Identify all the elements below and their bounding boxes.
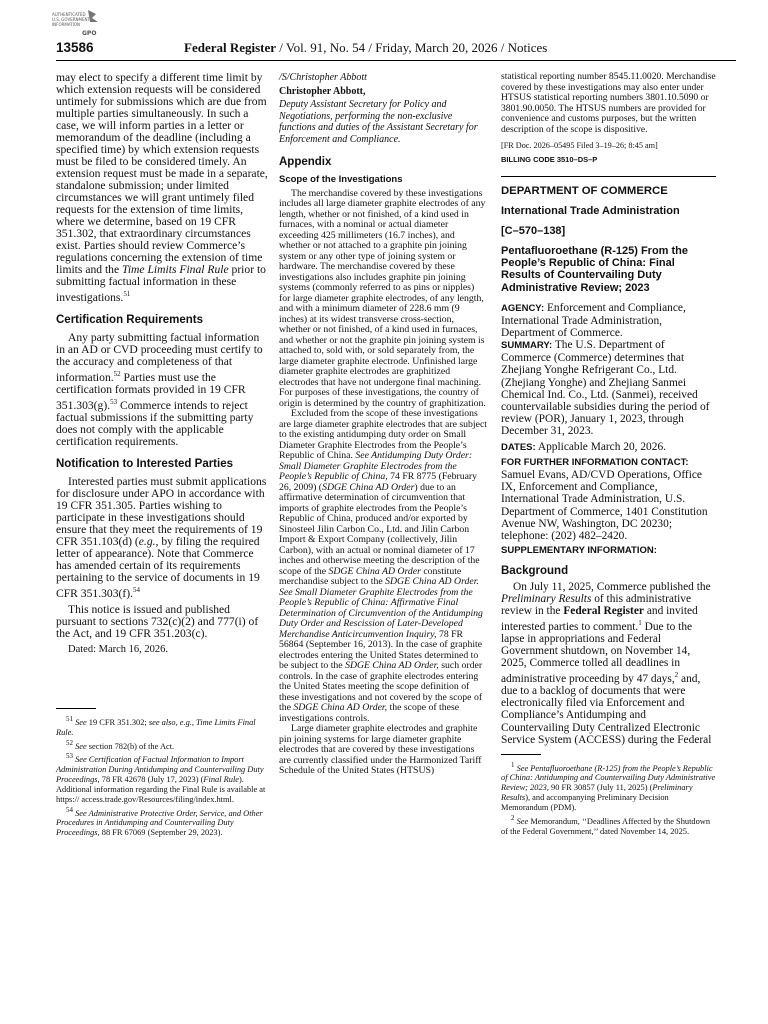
column-3 [501, 72, 716, 838]
appendix-heading: Appendix [279, 155, 332, 168]
billing-code: BILLING CODE 3510–DS–P [501, 155, 598, 165]
svg-text:INFORMATION: INFORMATION [52, 22, 81, 27]
footnote: $^{54}$ See Administrative Protective Order, Service, and Other Procedures in Antidumping and Countervailing Duty Proceedings, 88 FR 67069 (September 29, 2023). [56, 805, 263, 838]
department-heading: DEPARTMENT OF COMMERCE [501, 184, 668, 197]
footnote-rule [56, 708, 96, 709]
svg-text:AUTHENTICATED: AUTHENTICATED [52, 12, 86, 17]
footnote: $^{51}$ See 19 CFR 351.302; see also, e.g., Time Limits Final Rule. [56, 715, 256, 737]
fr-doc-line: [FR Doc. 2026–05495 Filed 3–19–26; 8:45 am] [501, 141, 658, 150]
gpo-authentication-logo [52, 8, 104, 38]
footnote: $^{53}$ See Certification of Factual Information to Import Administration During Antidumping and Countervailing Duty Proceedings, 78 FR 42678 (July 17, 2023) (Final Rule). Additional information regarding the Final Rule is available at https:// access.trade.gov/Resources/filing/index.html. [56, 752, 266, 804]
paragraph: Excluded from the scope of these investigations are large diameter graphite electrodes that are subject to the existing antidumping duty order on Small Diameter Graphite Electrodes from the People’s Republic of China. See Antidumping Duty Order: Small Diameter Graphite Electrodes from the People’s Republic of China, 74 FR 8775 (February 26, 2009) (SDGE China AD Order) due to an affirmative determination of circumvention that imports of graphite electrodes from the People’s Republic of China, produced and/or exported by Sinosteel Jilin Carbon Co., Ltd. and Jilin Carbon Import & Export Company (collectively, Jilin Carbon), with an actual or nominal diameter of 17 inches and otherwise meeting the description of the scope of the SDGE China AD Order constitute merchandise subject to the SDGE China AD Order. See Small Diameter Graphite Electrodes from the People’s Republic of China: Affirmative Final Determination of Circumvention of the Antidumping Duty Order and Rescission of Later-Developed Merchandise Anticircumvention Inquiry, 78 FR 56864 (September 16, 2013). In the case of graphite electrodes entering the United States determined to be subject to the SDGE China AD Order, such order controls. In the case of graphite electrodes entering the United States meeting the scope definition of these investigations and not covered by the scope of the SDGE China AD Order, the scope of these investigations controls. [279, 408, 487, 724]
agency-line: AGENCY: Enforcement and Compliance, International Trade Administration, Department of Commerce. [501, 302, 686, 340]
date-line: Dated: March 16, 2026. [68, 644, 169, 656]
column-2 [279, 72, 487, 777]
signer-title: Deputy Assistant Secretary for Policy and Negotiations, performing the non-exclusive functions and duties of the Assistant Secretary for Enforcement and Compliance. [279, 99, 478, 145]
section-heading-notification: Notification to Interested Parties [56, 458, 234, 471]
docket-number: [C–570–138] [501, 224, 566, 237]
contact-label: FOR FURTHER INFORMATION CONTACT: [501, 457, 689, 469]
paragraph: The merchandise covered by these investigations includes all large diameter graphite electrodes of any length, whether or not finished, of a kind used in furnaces, with a nominal or actual diameter exceeding 425 millimeters (16.7 inches), and whether or not attached to a graphite pin joining system or any other type of joining system or hardware. The merchandise covered by these investigations also includes graphite pin joining systems (commonly referred to as pins or nipples) for large diameter graphite electrodes, of any length, and with a minimum diameter of 228.6 mm (9 inches) at its widest transverse cross-section, whether or not finished, of a kind used in furnaces, and whether or not the graphite pin joining system is attached to, sold with, or sold separately from, the large diameter graphite electrode. Unfinished large diameter graphite electrodes are graphitized electrodes that have not undergone final machining. For purposes of these investigations, the country of origin is determined by the country of graphitization. [279, 187, 486, 409]
page-number: 13586 [56, 40, 94, 55]
footnote-rule [501, 754, 541, 755]
scope-heading: Scope of the Investigations [279, 173, 403, 185]
summary: SUMMARY: The U.S. Department of Commerce (Commerce) determines that Zhejiang Yonghe Refrigerant Co., Ltd. (Zhejiang Yonghe) and Zhejiang Sanmei Chemical Ind. Co., Ltd. (Sanmei), received countervailable subsidies during the period of review (POR), January 1, 2023, through December 31, 2023. [501, 339, 710, 437]
paragraph: Large diameter graphite electrodes and graphite pin joining systems for large diameter graphite electrodes that are covered by these investigations are currently classified under the Harmonized Tariff Schedule of the United States (HTSUS) [279, 723, 482, 777]
contact-info: Samuel Evans, AD/CVD Operations, Office IX, Enforcement and Compliance, International Trade Administration, U.S. Department of Commerce, 1401 Constitution Avenue NW, Washington, DC 20230; telephone: (202) 482–2420. [501, 469, 708, 542]
signature-slash: /S/Christopher Abbott [279, 72, 367, 83]
journal-name: Federal Register [184, 40, 277, 55]
paragraph: This notice is issued and published pursuant to sections 732(c)(2) and 777(i) of the Act, and 19 CFR 351.203(c). [56, 603, 259, 641]
paragraph: statistical reporting number 8545.11.0020. Merchandise covered by these investigations may also enter under HTSUS statistical reporting numbers 3801.10.5090 or 3801.90.0050. The HTSUS numbers are provided for convenience and customs purposes, but the written description of the scope is dispositive. [501, 71, 716, 135]
svg-text:GPO: GPO [82, 30, 97, 37]
footnote: $^1$ See Pentafluoroethane (R-125) from the People’s Republic of China: Antidumping and Countervailing Duty Administrative Review; 2023, 90 FR 30857 (July 11, 2025) (Preliminary Results), and accompanying Preliminary Decision Memorandum (PDM). [501, 760, 716, 813]
section-divider [501, 176, 716, 177]
signer-name: Christopher Abbott, [279, 85, 366, 97]
running-head [184, 40, 547, 56]
issue-details: / Vol. 91, No. 54 / Friday, March 20, 2026 / Notices [276, 40, 548, 55]
running-header [56, 40, 736, 61]
svg-text:U.S. GOVERNMENT: U.S. GOVERNMENT [52, 17, 90, 22]
notice-title: Pentafluoroethane (R-125) From the People’s Republic of China: Final Results of Countervailing Duty Administrative Review; 2023 [501, 244, 689, 294]
background-heading: Background [501, 564, 569, 577]
paragraph: may elect to specify a different time limit by which extension requests will be considered untimely for submissions which are due from multiple parties simultaneously. In such a case, we will inform parties in a letter or memorandum of the deadline (including a specified time) by which extension requests must be filed to be considered timely. An extension request must be made in a separate, standalone submission; under limited circumstances we will grant untimely filed requests for the extension of time limits, where we determine, based on 19 CFR 351.302, that extraordinary circumstances exist. Parties should review Commerce’s regulations concerning the extension of time limits and the Time Limits Final Rule prior to submitting factual information in these investigations.$^{51}$ [56, 71, 268, 305]
agency-heading: International Trade Administration [501, 204, 680, 217]
footnote: $^{52}$ See section 782(b) of the Act. [66, 738, 175, 751]
supplementary-label: SUPPLEMENTARY INFORMATION: [501, 544, 657, 556]
dates-line: DATES: Applicable March 20, 2026. [501, 441, 666, 454]
section-heading-certification: Certification Requirements [56, 314, 203, 327]
paragraph: On July 11, 2025, Commerce published the Preliminary Results of this administrative review in the Federal Register and invited interested parties to comment.$^1$ Due to the lapse in appropriations and Federal Government shutdown, on November 14, 2025, Commerce tolled all deadlines in administrative proceeding by 47 days,$^2$ and, due to a backlog of documents that were electronically filed via Enforcement and Compliance’s Antidumping and Countervailing Duty Centralized Electronic Service System (ACCESS) during the Federal [501, 580, 712, 746]
column-1 [56, 72, 268, 839]
footnote: $^2$ See Memorandum, ‘‘Deadlines Affected by the Shutdown of the Federal Government,’’ dated November 14, 2025. [501, 814, 711, 836]
paragraph: Any party submitting factual information in an AD or CVD proceeding must certify to the accuracy and completeness of that information.$^{52}$ Parties must use the certification formats provided in 19 CFR 351.303(g).$^{53}$ Commerce intends to reject factual submissions if the submitting party does not comply with the applicable certification requirements. [56, 331, 263, 448]
paragraph: Interested parties must submit applications for disclosure under APO in accordance with 19 CFR 351.305. Parties wishing to participate in these investigations should ensure that they meet the requirements of 19 CFR 351.103(d) (e.g., by filing the required letter of appearance). Note that Commerce has amended certain of its requirements pertaining to the service of documents in 19 CFR 351.303(f).$^{54}$ [56, 475, 267, 601]
